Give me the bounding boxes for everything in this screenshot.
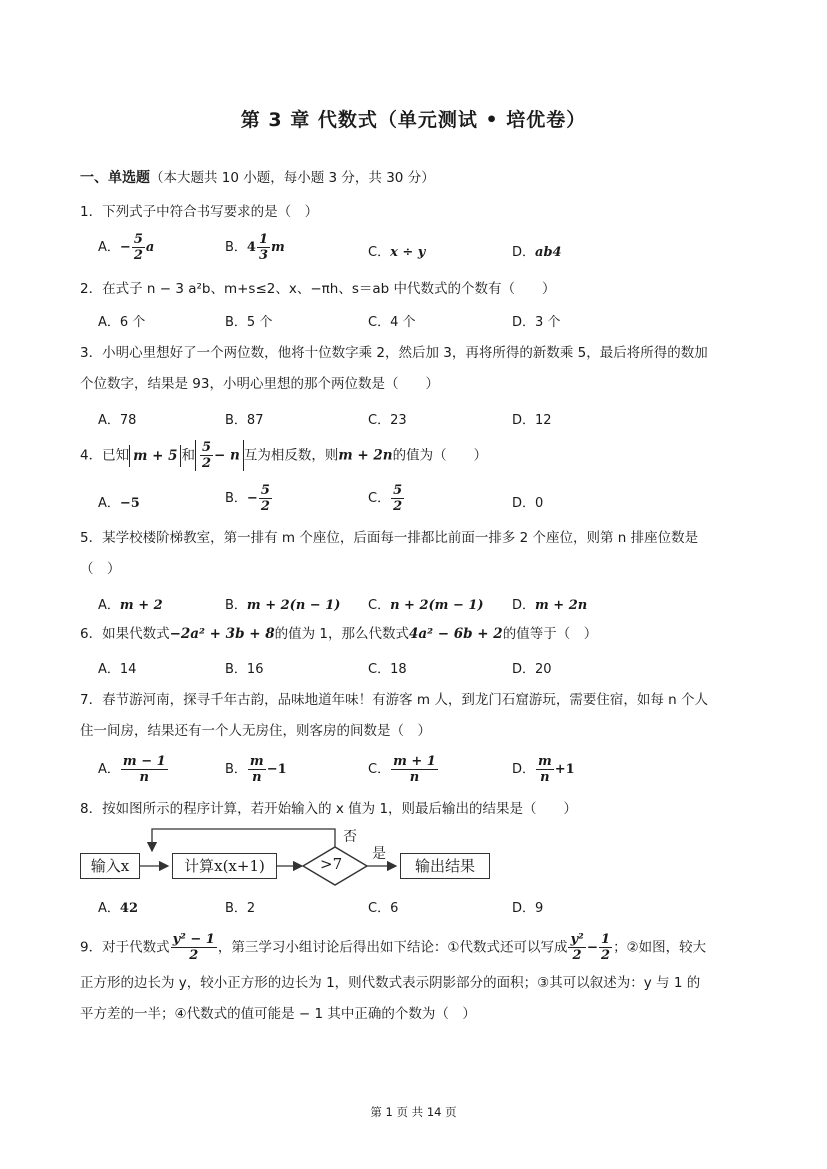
q5-option-b[interactable]: B．m + 2(n − 1) [225, 598, 341, 613]
section-label: 一、单选题 [80, 170, 150, 186]
page-title: 第 3 章 代数式（单元测试 • 培优卷） [240, 109, 587, 131]
q2-option-b[interactable]: B．5 个 [225, 315, 273, 330]
q4-option-c[interactable]: C． $\frac{5}{2}$ [368, 483, 403, 514]
question-3-line-2: 个位数字，结果是 93，小明心里想的那个两位数是（ ） [80, 376, 439, 392]
q1-option-a[interactable]: A．− $\frac{5}{2}$ a [98, 232, 155, 263]
q2-option-d[interactable]: D．3 个 [512, 315, 561, 330]
question-5-line-2: （ ） [80, 561, 121, 577]
flow-arrow-no-loop [152, 829, 335, 851]
q4-option-d[interactable]: D．0 [512, 496, 544, 511]
question-4: 4．已知 m + 5 和 $\frac{5}{2}$ − n 互为相反数，则m + 2n的值为（ ） [80, 440, 488, 471]
question-9-line-1: 9．对于代数式 $\frac{\text{y² − 1}}{2}$ ，第三学习小组讨论后得出如下结论：①代数式还可以写成 $\frac{\text{y²}}{2}$ − $\frac{1}{2}$ ；②如图，较大 [80, 932, 707, 963]
flow-no-label: 否 [343, 829, 357, 845]
q2-option-a[interactable]: A．6 个 [98, 315, 146, 330]
q7-option-c[interactable]: C． $\frac{m + 1}{n}$ [368, 754, 436, 785]
q3-option-d[interactable]: D．12 [512, 413, 552, 428]
question-8: 8．按如图所示的程序计算，若开始输入的 x 值为 1，则最后输出的结果是（ ） [80, 801, 578, 817]
q5-option-a[interactable]: A．m + 2 [98, 598, 163, 613]
question-9-line-3: 平方差的一半；④代数式的值可能是 − 1 其中正确的个数为（ ） [80, 1006, 476, 1022]
q8-option-c[interactable]: C．6 [368, 901, 399, 916]
q8-option-a[interactable]: A．42 [98, 901, 138, 916]
question-7-line-2: 住一间房，结果还有一个人无房住，则客房的间数是（ ） [80, 723, 431, 739]
q6-option-a[interactable]: A．14 [98, 662, 137, 677]
q1-option-b[interactable]: B．4 $\frac{1}{3}$ m [225, 232, 285, 263]
q7-option-a[interactable]: A． $\frac{m - 1}{n}$ [98, 754, 166, 785]
question-1: 1．下列式子中符合书写要求的是（ ） [80, 204, 319, 220]
q7-option-b[interactable]: B． $\frac{m}{n}$ −1 [225, 754, 287, 785]
q4-option-a[interactable]: A．−5 [98, 496, 140, 511]
q3-option-c[interactable]: C．23 [368, 413, 407, 428]
page-footer: 第 1 页 共 14 页 [370, 1105, 457, 1119]
q3-option-a[interactable]: A．78 [98, 413, 137, 428]
question-5-line-1: 5．某学校楼阶梯教室，第一排有 m 个座位，后面每一排都比前面一排多 2 个座位，则第 n 排座位数是 [80, 530, 699, 546]
question-7-line-1: 7．春节游河南，探寻千年古韵，品味地道年味！有游客 m 人，到龙门石窟游玩，需要住宿，如每 n 个人 [80, 692, 708, 708]
flow-condition-label: >7 [320, 855, 343, 873]
question-6: 6．如果代数式−2a² + 3b + 8的值为 1，那么代数式4a² − 6b + 2的值等于（ ） [80, 626, 598, 642]
q4-option-b[interactable]: B．− $\frac{5}{2}$ [225, 483, 270, 514]
q6-option-d[interactable]: D．20 [512, 662, 552, 677]
q1-option-d[interactable]: D．ab4 [512, 245, 562, 260]
q5-option-d[interactable]: D．m + 2n [512, 598, 588, 613]
q6-option-b[interactable]: B．16 [225, 662, 264, 677]
flow-input-box: 输入x [80, 853, 140, 879]
section-note: （本大题共 10 小题，每小题 3 分，共 30 分） [150, 170, 435, 186]
question-9-line-2: 正方形的边长为 y，较小正方形的边长为 1，则代数式表示阴影部分的面积；③其可以叙述为：y 与 1 的 [80, 975, 701, 991]
question-2: 2．在式子 n − 3 a²b、m+s≤2、x、−πh、s＝ab 中代数式的个数有（ ） [80, 281, 556, 297]
q2-option-c[interactable]: C．4 个 [368, 315, 416, 330]
q7-option-d[interactable]: D． $\frac{m}{n}$ +1 [512, 754, 575, 785]
q6-option-c[interactable]: C．18 [368, 662, 407, 677]
question-3-line-1: 3．小明心里想好了一个两位数，他将十位数字乘 2，然后加 3，再将所得的新数乘 5，最后将所得的数加 [80, 345, 708, 361]
q8-option-d[interactable]: D．9 [512, 901, 544, 916]
flow-calc-box: 计算x(x+1) [172, 853, 277, 879]
flow-yes-label: 是 [372, 846, 386, 862]
q5-option-c[interactable]: C．n + 2(m − 1) [368, 598, 484, 613]
q8-option-b[interactable]: B．2 [225, 901, 256, 916]
q3-option-b[interactable]: B．87 [225, 413, 264, 428]
q1-option-c[interactable]: C．x ÷ y [368, 245, 426, 260]
flow-output-box: 输出结果 [400, 853, 490, 879]
